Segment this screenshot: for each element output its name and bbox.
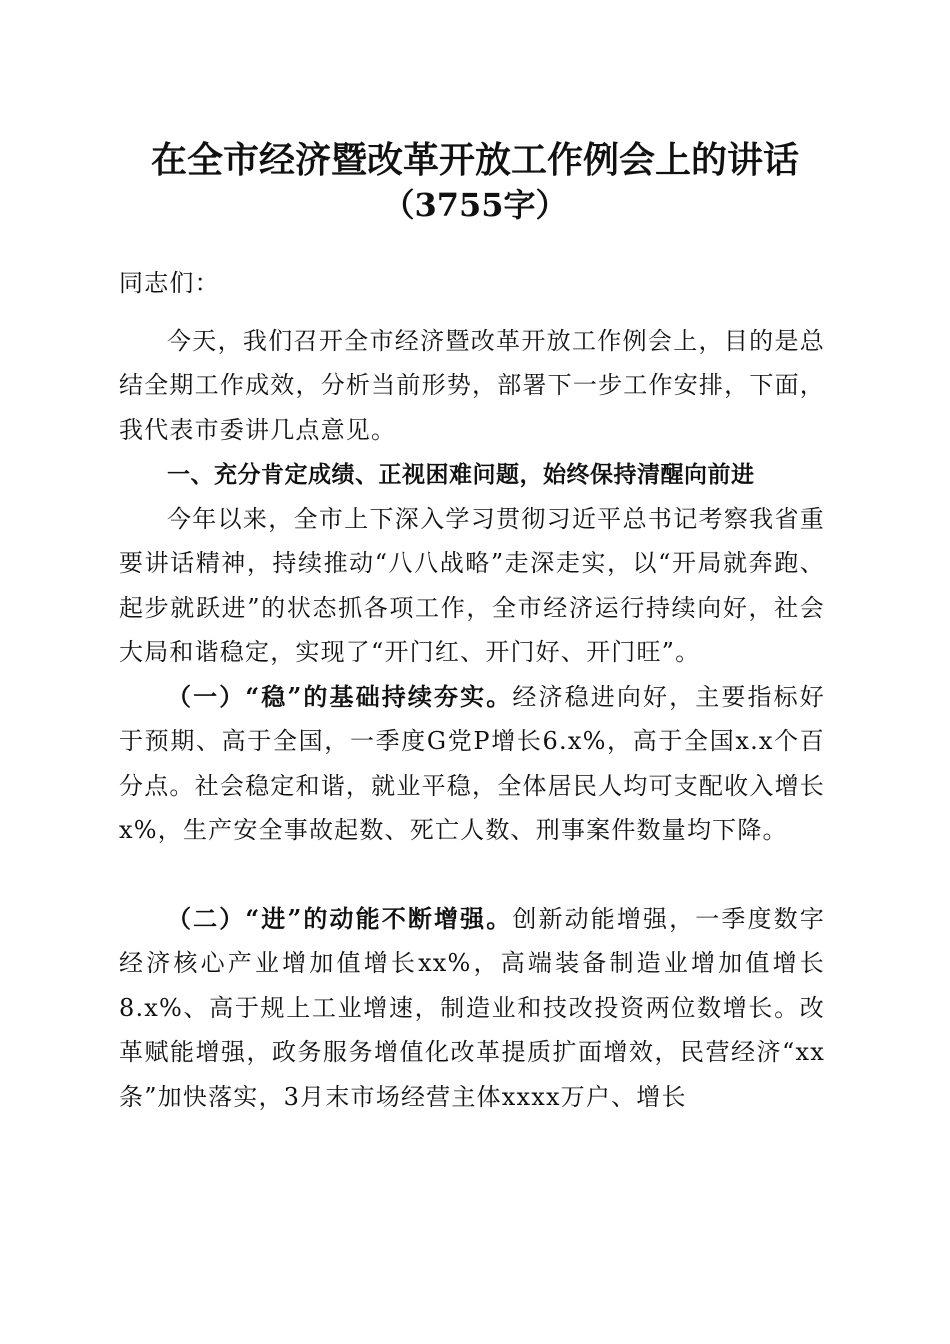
paragraph-intro: 今天，我们召开全市经济暨改革开放工作例会上，目的是总结全期工作成效，分析当前形势，部署下一步工作安排，下面，我代表市委讲几点意见。 [119, 327, 825, 444]
salutation: 同志们： [119, 269, 220, 297]
paragraph-stability-lead: （一）“稳”的基础持续夯实。 [167, 682, 513, 711]
document-word-count: （3755字） [382, 186, 568, 224]
paragraph-momentum [119, 897, 825, 1119]
paragraph-momentum-lead: （二）“进”的动能不断增强。 [167, 904, 513, 933]
section-heading-1: 一、充分肯定成绩、正视困难问题，始终保持清醒向前进 [167, 462, 755, 488]
paragraph-stability [119, 675, 825, 853]
paragraph-momentum-body: 创新动能增强，一季度数字经济核心产业增加值增长xx%，高端装备制造业增加值增长8.x%、高于规上工业增速，制造业和技改投资两位数增长。改革赋能增强，政务服务增值化改革提质扩面增效，民营经济“xx条”加快落实，3月末市场经营主体xxxx万户、增长 [119, 905, 825, 1111]
paragraph-stability-body: 经济稳进向好，主要指标好于预期、高于全国，一季度G党P增长6.x%，高于全国x.x个百分点。社会稳定和谐，就业平稳，全体居民人均可支配收入增长x%，生产安全事故起数、死亡人数、刑事案件数量均下降。 [119, 683, 825, 845]
paragraph-achievements: 今年以来，全市上下深入学习贯彻习近平总书记考察我省重要讲话精神，持续推动“八八战略”走深走实，以“开局就奔跑、起步就跃进”的状态抓各项工作，全市经济运行持续向好，社会大局和谐稳定，实现了“开门红、开门好、开门旺”。 [119, 505, 825, 667]
document-title: 在全市经济暨改革开放工作例会上的讲话 [150, 139, 799, 181]
